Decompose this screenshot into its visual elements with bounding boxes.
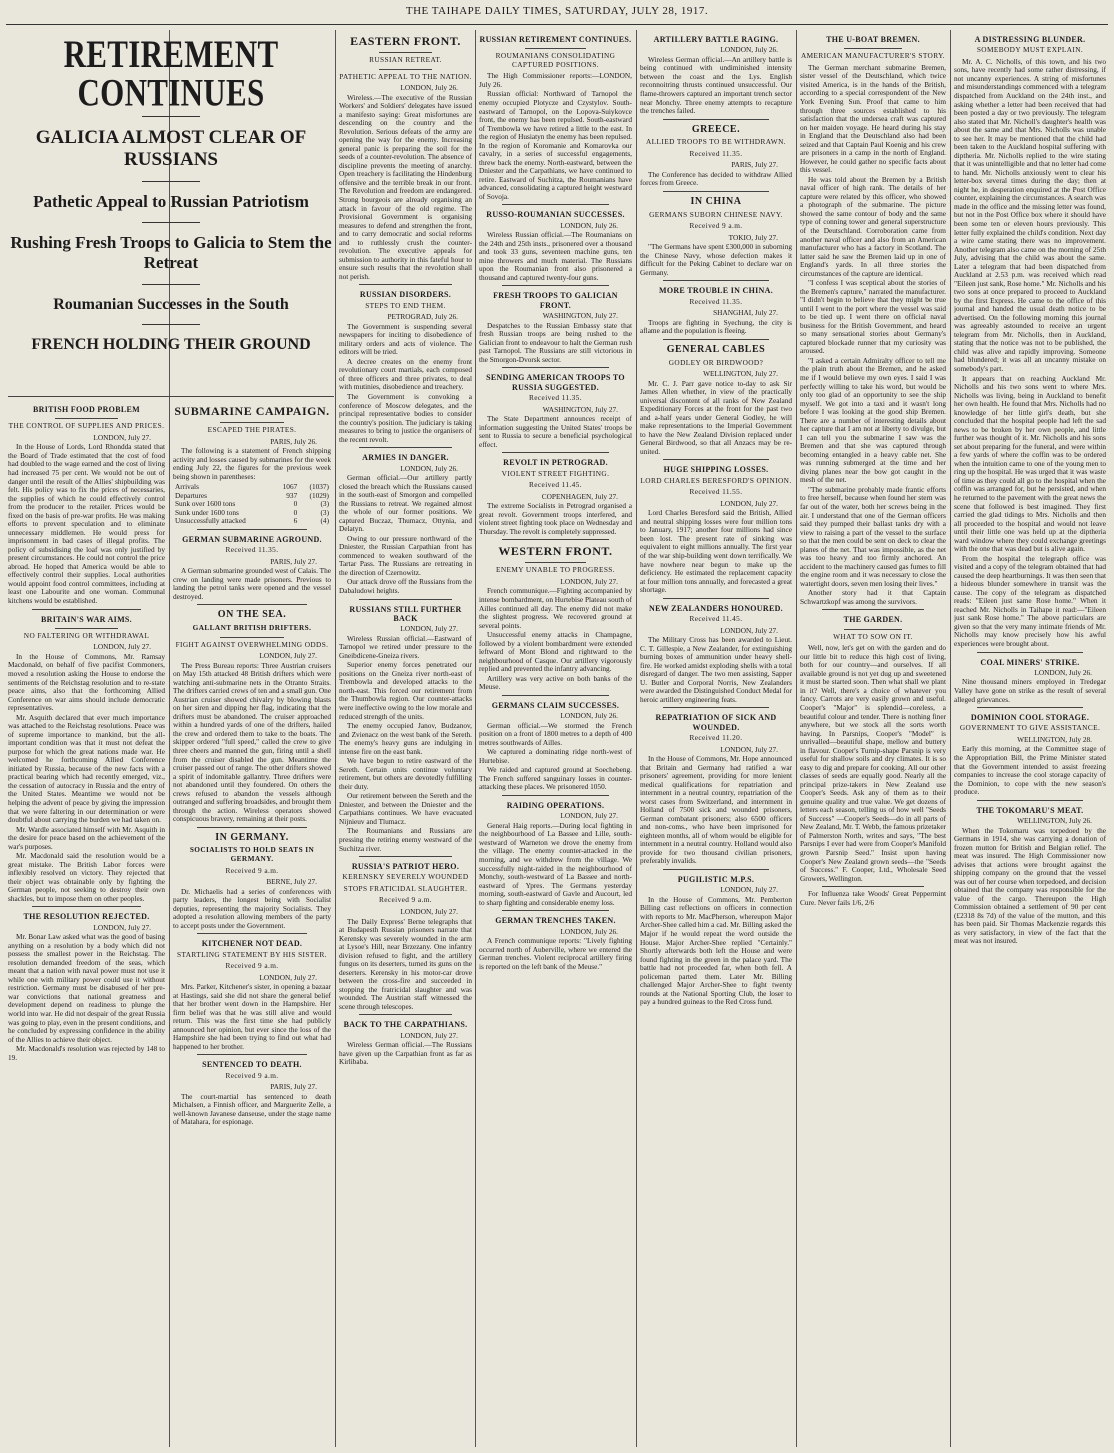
paragraph: Nine thousand miners employed in Tredegar Valley have gone on strike as the result of several alleged grievances. <box>954 677 1106 704</box>
stat-label: Sunk under 1600 tons <box>175 507 239 517</box>
dateline: PETROGRAD, July 26. <box>387 312 458 322</box>
separator <box>822 609 924 610</box>
article-headline: GERMAN TRENCHES TAKEN. <box>495 916 616 926</box>
paragraph: Wireless Russian official.—The Roumanians on the 24th and 25th insts., prisonered over a thousand and took 33 guns, seventeen machine guns, ten mine throwers and much material. The Russians upon the Roumanian front also prisonered a thousand and captured twenty-four guns. <box>479 230 632 282</box>
article-subheadline: ALLIED TROOPS TO BE WITHDRAWN. <box>646 137 786 147</box>
separator <box>197 933 308 934</box>
paragraph: In the House of Commons, Mr. Ramsay Macdonald, on behalf of five pacifist Commoners, moved a resolution asking the House to endorse the sentiments of the Reichstag resolution and to re-state peace aims, also that the forthcoming Allied Conference on war aims should include democratic representatives. <box>8 651 165 713</box>
dateline: LONDON, July 27. <box>400 906 458 916</box>
paragraph: Owing to our pressure northward of the Dniester, the Russian Carpathian front has commenced to weaken southward of the Tartar Pass. The Russians are retreating in the direction of Czernowitz. <box>339 533 472 577</box>
paragraph: Wireless German official.—The Russians have given up the Carpathian front as far as Kirlibaba. <box>339 1040 472 1067</box>
stat-value: 0 <box>293 507 298 517</box>
received-time: Received 11.45. <box>689 614 743 623</box>
top-rule <box>6 24 1108 25</box>
separator <box>663 280 769 281</box>
dateline: LONDON, July 27. <box>720 498 778 508</box>
dateline: SHANGHAI, July 27. <box>713 308 778 318</box>
dateline: LONDON, July 27. <box>259 651 317 661</box>
separator <box>220 637 283 638</box>
paragraph: Unsuccessful enemy attacks in Champagne, followed by a violent bombardment were extended leftward of Mont Blond and rightward to the neighbourhood of Casque. Our artillery vigorously replied and prevented the infantry advancing. <box>479 630 632 674</box>
received-time: Received 11.35. <box>225 545 279 555</box>
paragraph: General Haig reports.—During local fighting in the neighbourhood of La Bassee and Lille, south-westward of Warneton we drove the enemy from the village. The enemy counter-attacked in the morning, and we withdrew from the village. We successfully night-raided in the neighbourhood of Monchy, south-westward of La Bassee and north-eastward of Ypres. The Germans yesterday morning, south-eastward of Gavle and Aucourt, led to sharp fighting and considerable enemy loss. <box>479 820 632 907</box>
article-headline: NEW ZEALANDERS HONOURED. <box>649 603 783 613</box>
article-headline: GERMANS CLAIM SUCCESSES. <box>491 700 620 710</box>
dateline: TOKIO, July 27. <box>728 232 778 242</box>
stat-label: Departures <box>175 490 208 500</box>
dateline: WASHINGTON, July 27. <box>542 404 618 414</box>
separator <box>142 284 201 285</box>
lead-subheadline: Rushing Fresh Troops to Galicia to Stem the Retreat <box>10 233 332 273</box>
separator <box>55 628 118 629</box>
separator <box>379 52 432 53</box>
column-5 <box>640 30 792 1447</box>
article-subheadline: RUSSIAN RETREAT. <box>369 55 442 65</box>
section-headline: WESTERN FRONT. <box>498 544 613 559</box>
paragraph: "I confess I was sceptical about the stories of the Bremen's capture," narrated the manufacturer. "I didn't begin to believe that they might be true until I went to the port where the vessel was said to be tied up. I went there on official naval business for the British Government, and heard so many sensational stories about Germany's captured blockade runner that my curiosity was aroused. <box>800 278 946 356</box>
separator <box>359 1014 452 1015</box>
article-subheadline: ROUMANIANS CONSOLIDATING CAPTURED POSITIONS. <box>495 51 616 69</box>
separator <box>502 795 609 796</box>
article-subheadline: PATHETIC APPEAL TO THE NATION. <box>339 71 472 81</box>
paragraph: German official.—Our artillery partly closed the breach which the Russians caused in the south-east of Smorgon and compelled the Russians to retreat. We regained almost the whole of our former positions. We captured Buczaz, Thumacz, Ottynia, and Delatyn. <box>339 473 472 534</box>
paragraph: The Press Bureau reports: Three Austrian cruisers on May 15th attacked 48 British drifters which were watching anti-submarine nets in the Otranto Straits. The drifters carried crews of ten and a small gun. One Austrian cruiser showed chivalry by blowing blasts on her siren and dipping her flag, indicating that the drifters must be abandoned. The cruiser approached within a hundred yards of one of the drifters, hailed the crew and ordered them to take to the boats. The skipper ordered "full speed," called the crew to give three cheers and manned the gun, firing until a shell from the cruiser disabled the gun. Meantime the cruiser passed out of range. The other drifters showed a spirit of indomitable gallantry. Three drifters were not abandoned until they foundered. On others the crews refused to abandon the vessels although outranged and suffering broadsides, and brought them through the action. Wireless operators showed conspicuous bravery, remaining at their posts. <box>173 660 331 824</box>
article-subheadline: AMERICAN MANUFACTURER'S STORY. <box>800 51 946 61</box>
dateline: COPENHAGEN, July 27. <box>541 491 618 501</box>
dateline: WASHINGTON, July 27. <box>542 311 618 321</box>
separator <box>502 204 609 205</box>
article-headline: SENTENCED TO DEATH. <box>202 1060 302 1070</box>
separator <box>663 191 769 192</box>
separator <box>502 910 609 911</box>
article-headline: GERMAN SUBMARINE AGROUND. <box>182 534 322 544</box>
separator <box>977 652 1083 653</box>
paragraph: Mr. Macdonald said the resolution would be a great mistake. The British Labor forces were inflexibly resolved on victory. They rejected that their object was obtainable only by fighting the German people, not seeking to destroy their own shackles, but to impose them on other peoples. <box>8 851 165 903</box>
stat-value: 1067 <box>282 482 298 492</box>
paragraph: The State Department announces receipt of information suggesting the United States' troops be sent to Russia to secure a beneficial psychological effect. <box>479 414 632 449</box>
paragraph: A decree creates on the enemy front revolutionary court martials, each composed of three officers and three privates, to deal with mutinies, disobedience and treachery. <box>339 356 472 392</box>
separator <box>502 539 609 540</box>
paragraph: Our attack drove off the Russians from the Dabaludowi heights. <box>339 577 472 595</box>
separator <box>502 285 609 286</box>
stat-previous: (1029) <box>309 490 329 500</box>
article-headline: ARMIES IN DANGER. <box>362 453 449 463</box>
separator <box>142 222 201 223</box>
paragraph: Mrs. Parker, Kitchener's sister, in opening a bazaar at Hastings, said she did not share the general belief that her brother went down in the Hampshire. Her firm belief was that he was still alive and would return. This was the first time she had publicly announced her opinion, but ever since the loss of the Hampshire she had been trying to find out what had happened to her brother. <box>173 982 331 1051</box>
paragraph: We captured a dominating ridge north-west of Hurtebise. <box>479 747 632 765</box>
received-time: Received 9 a.m. <box>378 895 432 905</box>
article-headline: BACK TO THE CARPATHIANS. <box>343 1020 468 1030</box>
separator <box>379 69 432 70</box>
article-headline: RUSSIAN DISORDERS. <box>359 290 452 300</box>
paragraph: From the hospital the telegraph office was visited and a copy of the telegram obtained that had caused the deep heartburnings. It was then seen that a hideous blunder somewhere in transit was the cause. The copy of the telegram as dispatched reads: "Eileen just same Rose home." When it reached Mr. Nicholls in Taihape it read:—"Eileen just sank Rose home." The above particulars are given so that the very many intimate friends of Mr. Nicholls may know precisely how his awful experiences were brought about. <box>954 553 1106 649</box>
section-headline: ON THE SEA. <box>217 609 287 621</box>
article-subheadline: SOCIALISTS TO HOLD SEATS IN GERMANY. <box>189 845 315 864</box>
separator <box>502 367 609 368</box>
paragraph: A French communique reports: "Lively fighting occurred north of Auberville, where we entered the German trenches. Violent reciprocal artillery firing is reported on the left bank of the Meuse." <box>479 936 632 971</box>
article-subheadline: STOPS FRATICIDAL SLAUGHTER. <box>343 883 468 893</box>
article-headline: RUSSIANS STILL FURTHER BACK <box>349 604 462 623</box>
dateline: LONDON, July 27. <box>720 744 778 754</box>
paragraph: The Government is convoking a conference of Moscow delegates, and the principal representative bodies to consider the country's position. The judiciary is taking measures to bring to justice the organisers of the recent revolt. <box>339 391 472 444</box>
separator <box>359 856 452 857</box>
article-headline: PUGILISTIC M.P.S. <box>677 875 755 884</box>
paragraph: Lord Charles Beresford said the British, Allied and neutral shipping losses were four million tons to January, 1917; another four millions had since been lost. The present rate of sinking was equivalent to eight millions annually. The first year of the war ship-building went down terrifically. We have nowhere near begun to make up the deficiency. He estimated the replacement capacity at four million tons annually, and forecasted a great shortage. <box>640 508 792 595</box>
article-headline: THE U-BOAT BREMEN. <box>826 35 920 44</box>
article-subheadline: GOVERNMENT TO GIVE ASSISTANCE. <box>959 723 1101 733</box>
dateline: LONDON, July 27. <box>93 432 151 442</box>
column-3 <box>339 30 472 1447</box>
received-time: Received 11.35. <box>689 296 743 306</box>
article-subheadline: GALLANT BRITISH DRIFTERS. <box>192 623 312 633</box>
separator <box>359 599 452 600</box>
dateline: LONDON, July 27. <box>400 1030 458 1040</box>
paragraph: A German submarine grounded west of Calais. The crew on landing were made prisoners. Previous to landing the petrol tanks were opened and the vessel destroyed. <box>173 566 331 601</box>
article-headline: RUSSIA'S PATRIOT HERO. <box>351 862 460 872</box>
dateline: LONDON, July 27. <box>560 811 618 821</box>
dateline: WELLINGTON, July 27. <box>703 369 778 379</box>
article-headline: THE RESOLUTION REJECTED. <box>23 912 150 922</box>
section-headline: IN CHINA <box>690 195 742 207</box>
separator <box>197 529 308 530</box>
column-6 <box>800 30 946 1447</box>
stat-label: Unsuccessfully attacked <box>175 516 246 526</box>
article-headline: THE GARDEN. <box>843 615 903 625</box>
paragraph: Troops are fighting in Syechung, the city is aflame and the population is fleeing. <box>640 317 792 336</box>
table-row <box>173 517 331 526</box>
received-time: Received 11.35. <box>529 393 582 403</box>
separator <box>55 418 118 419</box>
paragraph: The extreme Socialists in Petrograd organised a great revolt. Government troops interfered, and violent street fighting took place on Wednesday and Thursday. The revolt is completely suppressed. <box>479 501 632 536</box>
article-subheadline: WHAT TO SOW ON IT. <box>833 631 913 641</box>
paragraph: In the House of Commons, Mr. Hope announced that Britain and Germany had ratified a war prisoners' agreement, providing for more lenient medical qualifications for repatriation and internment in a neutral country, repatriation of the worst cases from Switzerland, and internment in Holland of 7500 sick and wounded prisoners, German combatant prisoners; also 6500 officers and non-coms., who have been imprisoned for eighteen months, all of whom would be eligible for internment in a neutral country. Holland would also provide for two thousand civilian prisoners, preferably invalids. <box>640 754 792 866</box>
paragraph: Mr. C. J. Parr gave notice to-day to ask Sir James Allen whether, in view of the practically universal discontent of all ranks of New Zealand Expeditionary Forces at the front for the past two and a-half years under General Godley, he will make representations to the Imperial Government to have the New Zealand Division replaced under General Birdwood, so that all Anzacs may be re-united. <box>640 378 792 456</box>
paragraph: We have begun to retire eastward of the Sereth. Certain units continue voluntary retirement, but others are devotedly fulfilling their duty. <box>339 756 472 791</box>
paragraph: The following is a statement of French shipping activity and losses caused by submarines for the week ending July 22, the figures for the previous week being shown in parentheses: <box>173 446 331 481</box>
article-subheadline: THE CONTROL OF SUPPLIES AND PRICES. <box>8 421 165 431</box>
received-time: Received 11.55. <box>689 487 743 497</box>
received-time: Received 9 a.m. <box>225 865 279 875</box>
article-subheadline: SOMEBODY MUST EXPLAIN. <box>976 45 1084 55</box>
separator <box>977 707 1083 708</box>
paragraph: Superior enemy forces penetrated our positions on the Gneiza river north-east of Trembowla and developed attacks to the north-east. This forced our retirement from the Thumbowla region. Our counter-attacks were ineffective owing to the low morale and reduced strength of the units. <box>339 660 472 721</box>
separator <box>197 604 308 605</box>
separator <box>525 48 586 49</box>
paragraph: Another story had it that Captain Schwartzkopf was among the survivors. <box>800 588 946 606</box>
article-subheadline: FIGHT AGAINST OVERWHELMING ODDS. <box>175 639 329 649</box>
paragraph: "The Germans have spent £300,000 in suborning the Chinese Navy, whose defection makes it difficult for the Peking Cabinet to declare war on Germany. <box>640 242 792 277</box>
separator <box>844 629 902 630</box>
dateline: LONDON, July 26. <box>560 220 618 230</box>
dateline: LONDON, July 27. <box>259 972 317 982</box>
separator <box>844 48 902 49</box>
separator <box>220 422 283 423</box>
article-headline: FRESH TROOPS TO GALICIAN FRONT. <box>493 291 618 310</box>
section-headline: EASTERN FRONT. <box>350 34 461 48</box>
separator <box>142 324 201 325</box>
paragraph: Mr. Bonar Law asked what was the good of basing anything on a resolution by a body which did not possess the smallest power in the Reichstag. The resolution demanded freedom of the seas, which meant that a nation with naval power must not use it while one with military power could use it without restriction. Germany must be disabused of her pre-war convictions that national greatness and development depend on readiness to plunge the world into war. He did not despair of the great Russia was going to play, even in the present conditions, and he concluded by expressing confidence in the ability of the Allies to achieve their object. <box>8 932 165 1044</box>
paragraph: Mr. Macdonald's resolution was rejected by 148 to 19. <box>8 1044 165 1062</box>
stat-previous: (4) <box>320 516 329 526</box>
article-headline: KITCHENER NOT DEAD. <box>201 939 303 949</box>
article-headline: SENDING AMERICAN TROOPS TO RUSSIA SUGGESTED. <box>486 373 625 392</box>
dateline: LONDON, July 27. <box>720 625 778 635</box>
lead-headline: RETIREMENT CONTINUES <box>63 31 279 115</box>
separator <box>663 869 769 870</box>
dateline: BERNE, July 27. <box>266 877 317 887</box>
paragraph: In the House of Lords, Lord Rhondda stated that the Board of Trade estimated that the cost of food had doubled to the wage earned and the cost of living had increased 75 per cent. We would not be out of danger until the result of the Allies' shipbuilding was felt. His policy was to fix the prices of necessaries, the supplies of which he could effectively control from the producer to the retailer. Prices would be fixed on the basis of pre-war profits. He was making efforts to prevent speculation and to eliminate unnecessary middlemen. He would press for imprisonment in bad cases of illegal profits. The policy of subsidising the loaf was only justified by present circumstances. He could not control the price abroad. He hoped that America would be able to effectively control their supplies. Local authorities would appoint food control committees, including at least one Labourite and one woman. Communal kitchens would be established. <box>8 442 165 605</box>
paragraph: The court-martial has sentenced to death Michalsen, a Finnish officer, and Marguerite Zelle, a well-known Javanese danseuse, under the stage name of Matahara, for espionage. <box>173 1091 331 1127</box>
article-headline: COAL MINERS' STRIKE. <box>980 657 1080 667</box>
separator <box>663 707 769 708</box>
article-headline: HUGE SHIPPING LOSSES. <box>663 465 769 475</box>
article-subheadline: GERMANS SUBORN CHINESE NAVY. <box>649 209 783 219</box>
paragraph: When the Tokomaru was torpedoed by the Germans in 1914, she was carrying a donation of frozen mutton for British and Belgian relief. The meat was insured. The High Commissioner now advises that actions were brought against the shipping company on the ground that the vessel was out of her course when torpedoed, and decision obtained that the company was responsible for the value of the cargo. Thereupon the High Commission obtained a settlement of 90 per cent (£2318 8s 7d) of the value of the mutton, and this has been paid. Sir Thomas Mackenzie regards this as very satisfactory, in view of the fact that the meat was not insured. <box>954 825 1106 946</box>
dateline: LONDON, July 26. <box>560 926 618 936</box>
advertisement: For Influenza take Woods' Great Peppermint Cure. Never fails 1/6, 2/6 <box>800 889 946 907</box>
column-rule <box>475 30 476 1447</box>
dateline: PARIS, July 27. <box>731 160 778 170</box>
column-rule <box>335 30 336 1447</box>
column-1 <box>8 400 165 1447</box>
article-headline: BRITAIN'S WAR AIMS. <box>41 614 132 624</box>
separator <box>663 339 769 340</box>
dateline: LONDON, July 27. <box>720 885 778 895</box>
article-headline: RAIDING OPERATIONS. <box>506 800 605 810</box>
paragraph: The enemy occupied Janov, Budzanov, and Zvienacz on the west bank of the Sereth. The enemy's heavy guns are indulging in intense fire on the east bank. <box>339 721 472 756</box>
dateline: LONDON, July 27. <box>560 576 618 586</box>
article-headline: BRITISH FOOD PROBLEM <box>33 405 140 414</box>
section-headline: IN GERMANY. <box>215 831 289 843</box>
dateline: LONDON, July 26. <box>720 45 778 55</box>
article-subheadline: LORD CHARLES BERESFORD'S OPINION. <box>640 475 792 485</box>
paragraph: The Government is suspending several newspapers for inciting to disobedience of military orders and acts of violence. The editors will be tried. <box>339 321 472 357</box>
dateline: LONDON, July 26. <box>400 83 458 93</box>
column-2 <box>173 400 331 1447</box>
section-headline: GREECE. <box>691 123 741 135</box>
dateline: LONDON, July 27. <box>400 624 458 634</box>
section-headline: SUBMARINE CAMPAIGN. <box>174 404 330 418</box>
paragraph: Wireless Russian official.—Eastward of Tarnopol we retired under pressure to the Gneibdicene-Gneiza rivers. <box>339 633 472 660</box>
stat-value: 0 <box>293 499 298 509</box>
article-headline: REPATRIATION OF SICK AND WOUNDED. <box>655 713 777 732</box>
separator <box>977 800 1083 801</box>
article-headline: THE TOKOMARU'S MEAT. <box>976 805 1084 815</box>
article-subheadline: ENEMY UNABLE TO PROGRESS. <box>496 565 615 575</box>
paragraph: The German merchant submarine Bremen, sister vessel of the Deutschland, which twice visited America, is in the hands of the British, according to a special correspondent of the New York Evening Sun. Proof that came to him through three sources established to his satisfaction that the undersea craft was captured on her maiden voyage. He heard during his stay in England that the Deutschland also had been seized and that Captain Paul Koenig and his crew are prisoners in a camp in the north of England. However, he could gather no specific facts about this vessel. <box>800 62 946 175</box>
article-headline: DOMINION COOL STORAGE. <box>970 713 1090 723</box>
paragraph: Early this morning, at the Committee stage of the Appropriation Bill, the Prime Minister stated that the Government intended to assist freezing companies to increase the cool storage capacity of the Dominion, to cope with the new season's produce. <box>954 744 1106 797</box>
dateline: LONDON, July 26. <box>1034 667 1092 677</box>
paragraph: The High Commissioner reports:—LONDON, July 26. <box>479 71 632 89</box>
received-time: Received 9 a.m. <box>689 221 743 231</box>
article-subheadline: KERENSKY SEVERELY WOUNDED <box>342 872 469 882</box>
paragraph: Mr. A. C. Nicholls, of this town, and his two sons, have recently had some rather distressing, if not uncanny experiences. A string of misfortunes and misunderstandings commenced with a telegram dispatched from Auckland on the 24th inst., and asking whether a letter had been received that had been posted a day or two previously. The telegram also stated that Mr. Nicholl's daughter's health was about the same and that Mrs. Nicholls was unable to see her. It may be mentioned that the child had been taken to the Auckland hospital suffering with diptheria. Mr. Nicholls replied to the wire stating that it was unintelligible and that no letter had come to hand. Mr. Nicholls anxiously went to clear his letter-box several times during the day; then at night he, in desperation enquired at the Post Office counter, explaining the circumstances. A search was made in the office and the missing letter was found, but not in the Post Office box where it should have been some ten or eleven hours previously. This letter fully explained the child's condition. Next day a wire came stating there was no improvement. Another telegram also came on the morning of 25th July, advising that the child was about the same. Later a telegram that had been dispatched from Auckland at 2.53 p.m. was received which read "Eileen just sank, Rose home." Mr. Nicholls and his two sons at once prepared to proceed to Auckland by the first Express. He came to the office of this journal and handed the usual death notice to be advertised. On the following morning this journal was agreeably astounded to receive an urgent telegram from Mr. Nicholls, then in Auckland, stating that the notice was not to be published, the child was alive and rapidly improving. Someone had blundered; it was all an uncanny mistake on somebody's part. <box>954 56 1106 374</box>
paragraph: In the House of Commons, Mr. Pemberton Billing cast reflections on officers in connection with reports to Mr. MacPherson, whereupon Major Archer-Shee called him a cad. Mr. Billing asked the Major if he would repeat the word outside the House. Major Archer-Shee replied "Certainly." Shortly afterwards both left the House and were found fighting in the green in the palace yard. The battle had not proceeded far, when both fell. A policeman parted them. Later Mr. Billing challenged Major Archer-Shee to fight twenty rounds at the National Sporting Club, the loser to pay a hundred guineas to the Red Cross fund. <box>640 894 792 1007</box>
stat-label: Arrivals <box>175 482 199 492</box>
article-headline: REVOLT IN PETROGRAD. <box>503 458 608 468</box>
masthead: THE TAIHAPE DAILY TIMES, SATURDAY, JULY 28, 1917. <box>405 5 709 17</box>
paragraph: The Military Cross has been awarded to Lieut. C. T. Gillespie, a New Zealander, for extinguishing burning boxes of ammunition under heavy shell-fire. He worked amidst exploding shells with a total disregard of danger. The two men assisting, Sapper U. Butler and Corporal Norris, New Zealanders were awarded the Distinguished Conduct Medal for heroic artillery engineering feats. <box>640 635 792 704</box>
paragraph: The Daily Express' Berne telegraphs that at Budapesth Russian prisoners narrate that Kerensky was severely wounded in the arm at Lysoe's Hill, near Brzezany. One infantry division refused to fight, and the artillery fungus on its deserters, turned its guns on the deserters. Kerensky in his motor-car drove between the cross-fire and succeeded in stopping the fratricidal slaughter and was wounded. The Austrian staff witnessed the scene through telescopes. <box>339 916 472 1011</box>
separator <box>359 447 452 448</box>
article-headline: RUSSIAN RETIREMENT CONTINUES. <box>479 35 632 44</box>
lead-subheadline: Roumanian Successes in the South <box>53 295 289 313</box>
received-time: Received 11.20. <box>689 733 743 743</box>
stat-value: 6 <box>293 516 298 526</box>
separator <box>663 598 769 599</box>
paragraph: French communique.—Fighting accompanied by intense bombardment, on Hurtebise Plateau south of Ailles continued all day. The enemy did not make the slightest progress. We recovered ground at several points. <box>479 586 632 630</box>
column-4 <box>479 30 632 1447</box>
paragraph: German official.—We stormed the French position on a front of 1800 metres to a depth of 400 metres southwards of Ailles. <box>479 720 632 747</box>
separator <box>525 562 586 563</box>
paragraph: Artillery was very active on both banks of the Meuse. <box>479 673 632 692</box>
dateline: LONDON, July 27. <box>93 922 151 932</box>
section-headline: GENERAL CABLES <box>666 343 766 355</box>
separator <box>502 695 609 696</box>
separator <box>142 116 201 117</box>
paragraph: We raided and captured ground at Soechebeng. The French suffered sanguinary losses in counter-attacking these places. We prisonered 1050. <box>479 765 632 792</box>
paragraph: Mr. Asquith declared that ever much importance was attached to the Reichstag resolutions. Peace was of supreme importance to mankind, but the all-important condition was that it must not defeat the purpose for which the great nations made war. He welcomed he forthcoming Allied Conference initiated by Russia, because of the new facts with a practical bearing which had recently emerged, viz., the cessation of autocracy in Russia and the entry of the United States. Meantime we would not be helping the advent of peace by giving the impression that we were faltering in our determination or were doubtful about carrying the burden we had taken on. <box>8 712 165 825</box>
paragraph: Russian official: Northward of Tarnopol the enemy occupied Plotycze and Czystylov. South-eastward of Tarnopol, on the Lopova-Suiykovce front, the enemy has been repulsed. South-eastward of Trembowla we have retired a little to the east. In the region of Husiatyn the enemy has been repulsed. In the region of Koromanie and Komarovka our cavalry, in a series of successful engagements, threw back the enemy. North-eastward, between the Dniester and the Carpathians, we have continued to retire. Eastward of Suchitza, the Roumanians have advanced, consolidating a captured height westward of Sovoja. <box>479 89 632 201</box>
separator <box>359 284 452 285</box>
dateline: PARIS, July 26. <box>270 436 317 446</box>
paragraph: He was told about the Bremen by a British naval officer of high rank. The details of her capture were related by this officer, who showed a photograph of the submarine. The picture showed the same contour of body and the same type of conning tower and general superstructure of the Deutschland. Corroboration came from another naval officer and also from an American manufacturer who has a factory in Scotland. The latter said he saw the Bremen laid up in one of England's yards. In all three stories the circumstances of the capture are identical. <box>800 174 946 278</box>
article-headline: MORE TROUBLE IN CHINA. <box>658 286 774 296</box>
separator <box>663 459 769 460</box>
paragraph: Well, now, let's get on with the garden and do our little bit to reduce this high cost of living, both for our country—and ourselves. If all available ground is not yet dug up and sweetened it must be started soon. Then what shall we plant in it? Well, there's a choice of whatever you fancy. Carrots are very easily grown and useful. Cooper's "Major" is splendid—coreless, a beautiful colour and tender. There is nothing finer anywhere, but we stock all the sorts worth having. In Parsnips, Cooper's "Model" is unrivalled—beautiful shape, mellow and buttery in flavour. Cooper's Turnip-shape Parsnip is very useful for shallow soils and dry climates. It is so easy to dig and prepare for cooking. All our other classes of seeds are equally good. Nearly all the principal prize-takers in New Zealand use Cooper's Seeds. Ask any of them as to their genuine quality and true value. We get dozens of letters each season, telling us of how well "Seeds of Success" —Cooper's Seeds—do in all parts of New Zealand, Mr. T. Webb, the famous prizetaker of Palmerston North, writes and says, "The best Parsnips I ever had were from Cooper's Manifold grown Parsnip Seed." Insist upon having Cooper's New Zealand grown seeds—the "Seeds of Success." F. Cooper, Ltd., Wholesale Seed Growers, Wellington. <box>800 643 946 883</box>
received-time: Received 11.35. <box>689 148 743 158</box>
article-headline: A DISTRESSING BLUNDER. <box>974 35 1086 44</box>
stat-previous: (3) <box>320 499 329 509</box>
separator <box>502 452 609 453</box>
stat-previous: (3) <box>320 507 329 517</box>
article-subheadline: NO FALTERING OR WITHDRAWAL <box>23 630 150 640</box>
article-subheadline: ESCAPED THE PIRATES. <box>207 425 297 435</box>
separator <box>197 1054 308 1055</box>
separator <box>32 609 142 610</box>
lead-subheadline: Pathetic Appeal to Russian Patriotism <box>33 191 309 211</box>
column-rule <box>950 30 951 1447</box>
dateline: PARIS, July 27. <box>270 556 317 566</box>
paragraph: The Roumanians and Russians are pressing the retiring enemy westward of the Suchitza river. <box>339 826 472 853</box>
paragraph: "I asked a certain Admiralty officer to tell me the plain truth about the Bremen, and he asked me if I would believe my own eyes. I said I was perfectly willing to take his word, but would be only too glad of an opportunity to see the ship myself. We got into a taxi and it wasn't long before I was looking at the good ship Bremen. There are a number of interesting details about her capture that I am not at liberty to divulge, but I can tell you the submarine I saw was the Bremen and that she was captured through becoming entangled in a heavy cable net. She was running submerged at the time and her diving planes near the bow got caught in the mesh of the net. <box>800 355 946 485</box>
lead-subheadline: GALICIA ALMOST CLEAR OF RUSSIANS <box>35 127 307 170</box>
article-headline: ARTILLERY BATTLE RAGING. <box>653 35 779 44</box>
column-rule <box>636 30 637 1447</box>
separator <box>32 906 142 907</box>
separator <box>663 119 769 120</box>
received-time: Received 9 a.m. <box>225 1070 279 1080</box>
paragraph: Despatches to the Russian Embassy state that fresh Russian troops are being rushed to the Galician front to endeavour to halt the German rush past Tarnopol. The Russians are still victorious in the Smorgon-Dvorsk sector. <box>479 320 632 364</box>
paragraph: Wireless.—The executive of the Russian Workers' and Soldiers' delegates have issued a manifesto saying: Great misfortunes are descending on the country and the Revolution. Serious defeats of the army are opening the way for the enemy. Increasing general panic is preparing the soil for the seeds of a counter-revolution. The absence of discipline prevents the meeting of anarchy. Open treachery is facilitating the Hindenburg offensive and the terrible break in our front. The Revolution and freedom are endangered. Strong bourgeois are already organising an attack in favour of the old regime. The Provisional Government is organising measures to defend and strengthen the front, and to carry democratic and social reforms and to ruthlessly crush the counter-revolution. The executive appeals for submission to authority in this fateful hour to ensure such results that the revolution shall not perish. <box>339 92 472 281</box>
dateline: LONDON, July 26. <box>400 463 458 473</box>
stat-previous: (1037) <box>309 482 329 492</box>
received-time: Received 9 a.m. <box>225 961 279 971</box>
paragraph: Wireless German official.—An artillery battle is being continued with undiminished intensity between the coast and the Lys. English reconnoitring thrusts continued unsuccessful. Our flame-throwers captured an important trench sector near Monchy. Three enemy attempts to recapture the trenches failed. <box>640 54 792 116</box>
lead-subheadline: FRENCH HOLDING THEIR GROUND <box>31 336 311 354</box>
dateline: PARIS, July 27. <box>270 1082 317 1092</box>
article-subheadline: GODLEY OR BIRDWOOD? <box>668 357 764 367</box>
received-time: Received 11.45. <box>529 480 582 490</box>
dateline: WELLINGTON, July 26. <box>1017 816 1092 825</box>
column-rule <box>796 30 797 1447</box>
paragraph: "The submarine probably made frantic efforts to free herself, because when found her stern was far out of the water, both her screws being in the air. I understand that one of the German officers said they pumped their ballast tanks dry with a view to raising a part of the vessel to the surface so that the men could be sent on deck to clear the planes of the net. That was impossible, as the net was too heavy and too firmly anchored. An accident to the machinery caused gas fumes to fill the engine room and it was necessary to close the watertight doors, seven men losing their lives." <box>800 484 946 588</box>
paragraph: The Conference has decided to withdraw Allied forces from Greece. <box>640 169 792 188</box>
paragraph: It appears that on reaching Auckland Mr. Nicholls and his two sons went to where Mrs. Nicholls was living, being in Auckland to benefit her own health. He found that Mrs. Nicholls had no knowledge of her little girl's death, but she concluded that the hospital people had left the sad news to be broken by her own people, and little further was thought of it. Mr. Nicholls and his sons set about preparing for the funeral, and were within a few yards of where the coffin was to be ordered when the intuition came to one of the young men to ring up the hospital. He was urged that it was waste of time as they could all go to the hospital when the coffin was arranged for, but he persisted, and when he returned to the pavement with the great news the scene that followed is best imagined. They first carried the glad tidings to Mrs. Nicholls and then all proceeded to the hospital and would not leave until their little one was held up at the diptheria ward window where they could exchange greetings with the one that was dead but is alive again. <box>954 373 1106 554</box>
lead-rule <box>8 396 334 397</box>
dateline: WELLINGTON, July 28. <box>1017 734 1092 744</box>
stat-value: 937 <box>286 490 298 500</box>
article-subheadline: STARTLING STATEMENT BY HIS SISTER. <box>176 949 328 959</box>
column-7 <box>954 30 1106 1447</box>
article-subheadline: VIOLENT STREET FIGHTING. <box>501 468 610 478</box>
paragraph: Our retirement between the Sereth and the Dniester, and between the Dniester and the Carpathians continues. We have evacuated Nijnieuv and Tlumacz. <box>339 791 472 826</box>
dateline: LONDON, July 27. <box>93 642 151 652</box>
dateline: LONDON, July 26. <box>560 711 618 721</box>
article-headline: RUSSO-ROUMANIAN SUCCESSES. <box>486 210 625 220</box>
paragraph: Dr. Michaelis had a series of conferences with party leaders, the longest being with Socialist deputies, representing the majority Socialists. They adopted a resolution allowing members of the party to accept posts under the Government. <box>173 886 331 930</box>
separator <box>197 827 308 828</box>
separator <box>142 181 201 182</box>
lead-headline-block <box>8 30 334 390</box>
stat-label: Sunk over 1600 tons <box>175 499 236 509</box>
article-subheadline: STEPS TO END THEM. <box>365 300 446 310</box>
shipping-stats-table <box>173 483 331 526</box>
paragraph: Mr. Wardle associated himself with Mr. Asquith in the desire for peace based on the achievement of the war's purposes. <box>8 824 165 851</box>
separator <box>822 886 924 887</box>
